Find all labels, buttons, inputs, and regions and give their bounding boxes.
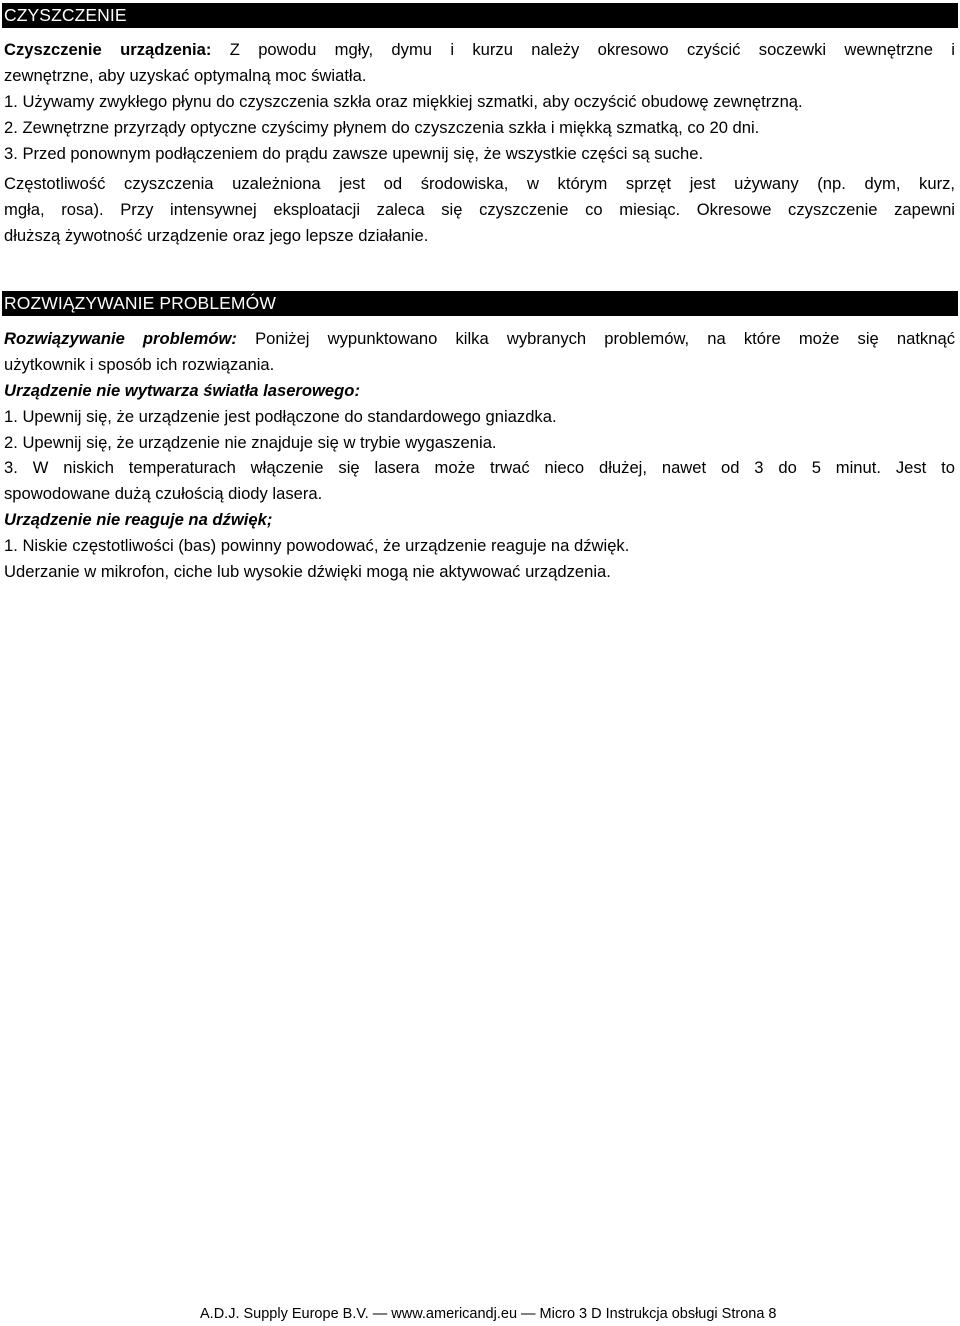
no-laser-item-3-line-1: 3. W niskich temperaturach włączenie się lasera może trwać nieco dłużej, nawet od 3 do 5 minut. Jest to: [4, 458, 955, 478]
cleaning-section: [4, 37, 955, 249]
page-footer: A.D.J. Supply Europe B.V. — www.americandj.eu — Micro 3 D Instrukcja obsługi Strona 8: [200, 1306, 777, 1322]
troubleshooting-intro-label: Rozwiązywanie problemów:: [4, 329, 237, 348]
cleaning-intro-label: Czyszczenie urządzenia:: [4, 40, 212, 59]
section-heading-troubleshooting: ROZWIĄZYWANIE PROBLEMÓW: [2, 291, 958, 316]
no-sound-item-1: 1. Niskie częstotliwości (bas) powinny powodować, że urządzenie reaguje na dźwięk.: [4, 536, 630, 556]
no-sound-item-2: Uderzanie w mikrofon, ciche lub wysokie dźwięki mogą nie aktywować urządzenia.: [4, 562, 611, 582]
cleaning-intro-line-2: zewnętrzne, aby uzyskać optymalną moc światła.: [4, 65, 367, 85]
cleaning-frequency-line-1: Częstotliwość czyszczenia uzależniona jest od środowiska, w którym sprzęt jest używany (np. dym, kurz,: [4, 174, 955, 194]
section-heading-cleaning: CZYSZCZENIE: [2, 3, 958, 28]
cleaning-intro-line-1: [4, 37, 955, 63]
troubleshooting-intro-line-1: [4, 326, 955, 352]
troubleshooting-intro-text: Poniżej wypunktowano kilka wybranych problemów, na które może się natknąć: [236, 329, 955, 348]
cleaning-step-1: 1. Używamy zwykłego płynu do czyszczenia szkła oraz miękkiej szmatki, aby oczyścić obudowę zewnętrzną.: [4, 91, 803, 111]
no-sound-title: Urządzenie nie reaguje na dźwięk;: [4, 510, 273, 530]
troubleshooting-section: [4, 326, 955, 585]
no-laser-item-2: 2. Upewnij się, że urządzenie nie znajduje się w trybie wygaszenia.: [4, 432, 497, 452]
no-laser-item-1: 1. Upewnij się, że urządzenie jest podłączone do standardowego gniazdka.: [4, 406, 557, 426]
no-laser-title: Urządzenie nie wytwarza światła laserowego:: [4, 380, 360, 400]
no-laser-item-3-line-2: spowodowane dużą czułością diody lasera.: [4, 484, 323, 504]
cleaning-frequency-line-2: mgła, rosa). Przy intensywnej eksploatacji zaleca się czyszczenie co miesiąc. Okresowe czyszczenie zapewni: [4, 200, 955, 220]
troubleshooting-intro-line-2: użytkownik i sposób ich rozwiązania.: [4, 354, 275, 374]
cleaning-step-2: 2. Zewnętrzne przyrządy optyczne czyścimy płynem do czyszczenia szkła i miękką szmatką, co 20 dni.: [4, 117, 760, 137]
cleaning-step-3: 3. Przed ponownym podłączeniem do prądu zawsze upewnij się, że wszystkie części są suche.: [4, 143, 704, 163]
cleaning-intro-text: Z powodu mgły, dymu i kurzu należy okresowo czyścić soczewki wewnętrzne i: [211, 40, 955, 59]
cleaning-frequency-line-3: dłuższą żywotność urządzenie oraz jego lepsze działanie.: [4, 226, 429, 246]
